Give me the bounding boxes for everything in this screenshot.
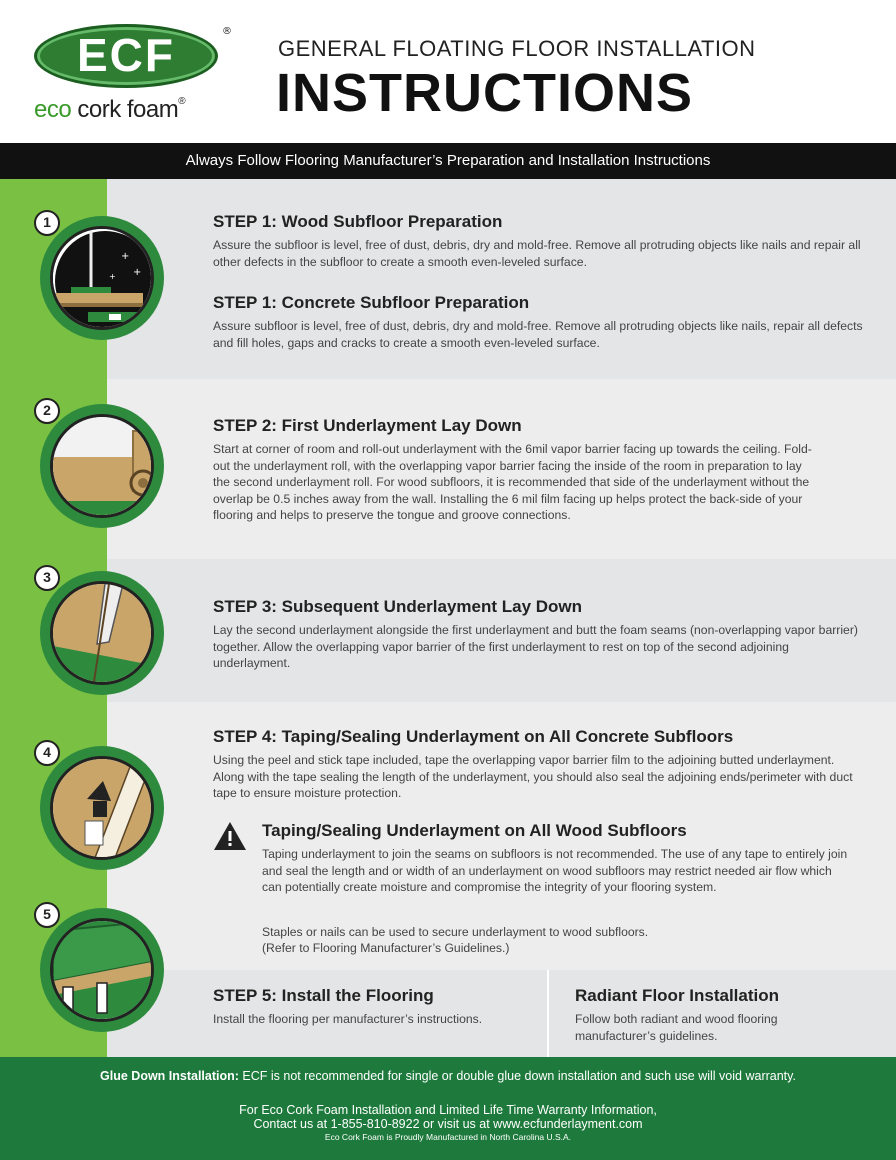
tape-icon [53,759,154,860]
warning-icon [212,820,248,852]
step3-number: 3 [34,565,60,591]
step1-illustration [40,216,164,340]
svg-text:+: + [133,267,142,278]
wood-taping-body: Taping underlayment to join the seams on subfloors is not recommended. The use of any tape to entirely join and seal the length and or width of an underlayment on wood subfloors may restrict needed air flow which can potentially create moisture and compromise the integrity of your flooring system. [262,847,848,894]
radiant-title: Radiant Floor Installation [575,986,780,1005]
step2-number: 2 [34,398,60,424]
step1-wood-title: STEP 1: Wood Subfloor Preparation [213,212,503,231]
page-title: INSTRUCTIONS [276,63,693,123]
glue-down-label: Glue Down Installation: [100,1069,239,1083]
footer-contact-line[interactable]: Contact us at 1-855-810-8922 or visit us at www.ecfunderlayment.com [253,1117,643,1131]
step1-concrete-title: STEP 1: Concrete Subfloor Preparation [213,293,530,312]
logo-word-eco: eco [34,96,72,123]
radiant-body: Follow both radiant and wood flooring manufacturer’s guidelines. [575,1012,778,1043]
step2-body: Start at corner of room and roll-out underlayment with the 6mil vapor barrier facing up towards the ceiling. Fold-out the underlayment roll, with the overlapping vapor barrier facing the inside of the room in preparation to lay the second underlayment roll. For wood subfloors, it is recommended that side of the underlayment without the overlap be 0.5 inches away from the wall. Installing the 6 mil film facing up helps protect the back-side of your flooring and helps to preserve the tongue and groove connections. [213,442,812,522]
step1-wood-body: Assure the subfloor is level, free of dust, debris, dry and mold-free. Remove all protruding objects like nails and repair all other defects in the subfloor to create a smooth even-leveled surface. [213,238,861,269]
logo-wordmark [34,96,185,124]
svg-text:+: + [121,251,130,262]
step4-illustration [40,746,164,870]
instruction-banner: Always Follow Flooring Manufacturer’s Preparation and Installation Instructions [0,143,896,179]
wood-taping-note1: Staples or nails can be used to secure underlayment to wood subfloors. [262,925,649,939]
broom-illustration [50,226,154,330]
step2-title: STEP 2: First Underlayment Lay Down [213,416,522,435]
step5-illustration [40,908,164,1032]
step1-number: 1 [34,210,60,236]
registered-mark: ® [222,26,232,37]
step3-title: STEP 3: Subsequent Underlayment Lay Down [213,597,583,616]
page-subtitle: GENERAL FLOATING FLOOR INSTALLATION [278,36,756,61]
step2-illustration [40,404,164,528]
header [0,0,896,143]
glue-down-text: ECF is not recommended for single or double glue down installation and such use will void warranty. [238,1069,796,1083]
underlayment-roll-icon [53,417,154,518]
footer-warranty-line: For Eco Cork Foam Installation and Limited Life Time Warranty Information, [239,1103,657,1117]
step5-number: 5 [34,902,60,928]
seam-illustration [50,581,154,685]
broom-icon [53,229,154,330]
step4-title: STEP 4: Taping/Sealing Underlayment on All Concrete Subfloors [213,727,734,746]
step4-number: 4 [34,740,60,766]
step4-body: Using the peel and stick tape included, tape the overlapping vapor barrier film to the adjoining butted underlayment. Along with the tape sealing the length of the underlayment, you should also seal the adjoining ends/perimeter with duct tape to ensure moisture protection. [213,753,853,800]
step3-illustration [40,571,164,695]
footer-made-in-line: Eco Cork Foam is Proudly Manufactured in North Carolina U.S.A. [324,1132,572,1142]
tape-illustration [50,756,154,860]
footer [0,1057,896,1160]
wood-taping-note2: (Refer to Flooring Manufacturer’s Guidelines.) [262,941,510,955]
svg-text:+: + [109,272,116,281]
glue-down-notice [0,1069,896,1083]
logo-badge-text: ECF [77,29,175,81]
wood-taping-title: Taping/Sealing Underlayment on All Wood Subfloors [262,821,687,840]
step1-concrete-body: Assure subfloor is level, free of dust, debris, dry and mold-free. Remove all protruding objects like nails, repair all defects and fill holes, gaps and cracks to create a smooth even-leveled surface. [213,319,863,350]
roll-illustration [50,414,154,518]
step5-title: STEP 5: Install the Flooring [213,986,434,1005]
flooring-illustration [50,918,154,1022]
step3-body: Lay the second underlayment alongside the first underlayment and butt the foam seams (non-overlapping vapor barrier) together. Allow the overlapping vapor barrier of the first underlayment to rest on top of the second adjoining underlayment. [213,623,858,670]
seam-icon [53,584,154,685]
step5-body: Install the flooring per manufacturer’s instructions. [213,1012,483,1026]
ecf-logo[interactable] [34,24,230,124]
logo-word-rest: cork foam [71,96,179,123]
flooring-icon [53,921,154,1022]
registered-mark-small: ® [178,96,186,107]
